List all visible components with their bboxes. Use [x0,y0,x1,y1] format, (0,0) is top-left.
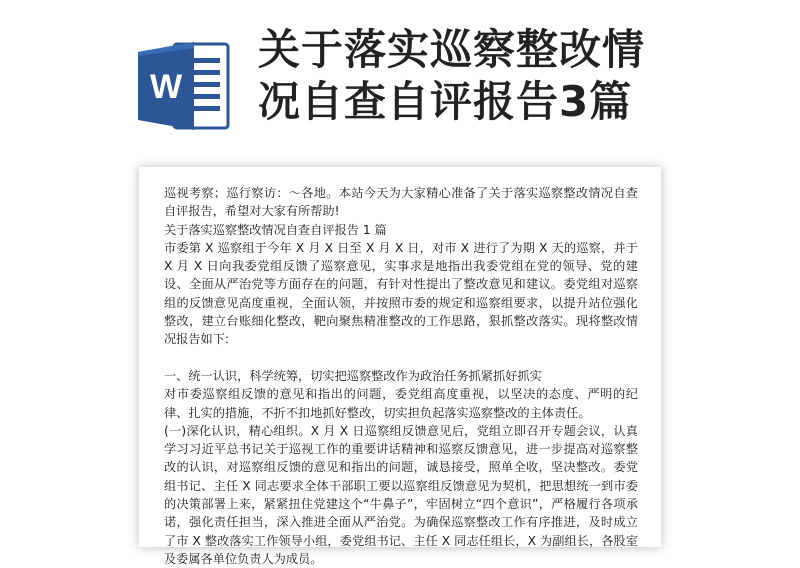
section-heading-1: 一、统一认识，科学统筹，切实把巡察整改作为政治任务抓紧抓好抓实 [164,368,542,383]
report-heading: 关于落实巡察整改情况自查自评报告 1 篇 [164,222,387,237]
svg-text:W: W [149,68,183,106]
title-line-1: 关于落实巡察整改情 [258,25,646,74]
word-document-icon [136,40,232,132]
intro-paragraph: 巡视考察；巡行察访：～各地。本站今天为大家精心准备了关于落实巡察整改情况自查自评报告，希望对大家有所帮助! [164,186,638,219]
body-paragraph-3: (一)深化认识，精心组织。X 月 X 日巡察组反馈意见后，党组立即召开专题会议，认真学习习近平总书记关于巡视工作的重要讲话精神和巡察反馈意见，进一步提高对巡察整改的认识，对巡察组反馈的意见和指出的问题，诚恳接受，照单全收，坚决整改。委党组书记、主任 X 同志要求全体干部职工要以巡察组反馈意见为契机，把思想统一到市委的决策部署上来，紧紧扭住党建这个“牛鼻子”，牢固树立“四个意识”，严格履行各项承诺，强化责任担当，深入推进全面从严治党。为确保巡察整改工作有序推进，及时成立了市 X 整改落实工作领导小组，委党组书记、主任 X 同志任组长，X 为副组长，各股室及委属各单位负责人为成员。 [164,423,638,566]
body-paragraph-2: 对市委巡察组反馈的意见和指出的问题，委党组高度重视，以坚决的态度、严明的纪律、扎实的措施，不折不扣地抓好整改，切实担负起落实巡察整改的主体责任。 [164,387,638,420]
document-page [139,167,661,566]
title-line-2: 况自查自评报告3篇 [258,77,633,126]
header-banner [0,0,800,160]
spacer [164,349,638,367]
page-title [258,24,778,128]
document-body [164,184,638,568]
body-paragraph-1: 市委第 X 巡察组于今年 X 月 X 日至 X 月 X 日，对市 X 进行了为期 X 天的巡察，并于 X 月 X 日向我委党组反馈了巡察意见，实事求是地指出我委党组在党的领导、党的建设、全面从严治党等方面存在的问题，有针对性提出了整改意见和建议。委党组对巡察组的反馈意见高度重视，全面认领，并按照市委的规定和巡察组要求，以提升站位强化整改，建立台账细化整改，靶向聚焦精准整改的工作思路，狠抓整改落实。现将整改情况报告如下: [164,240,638,347]
